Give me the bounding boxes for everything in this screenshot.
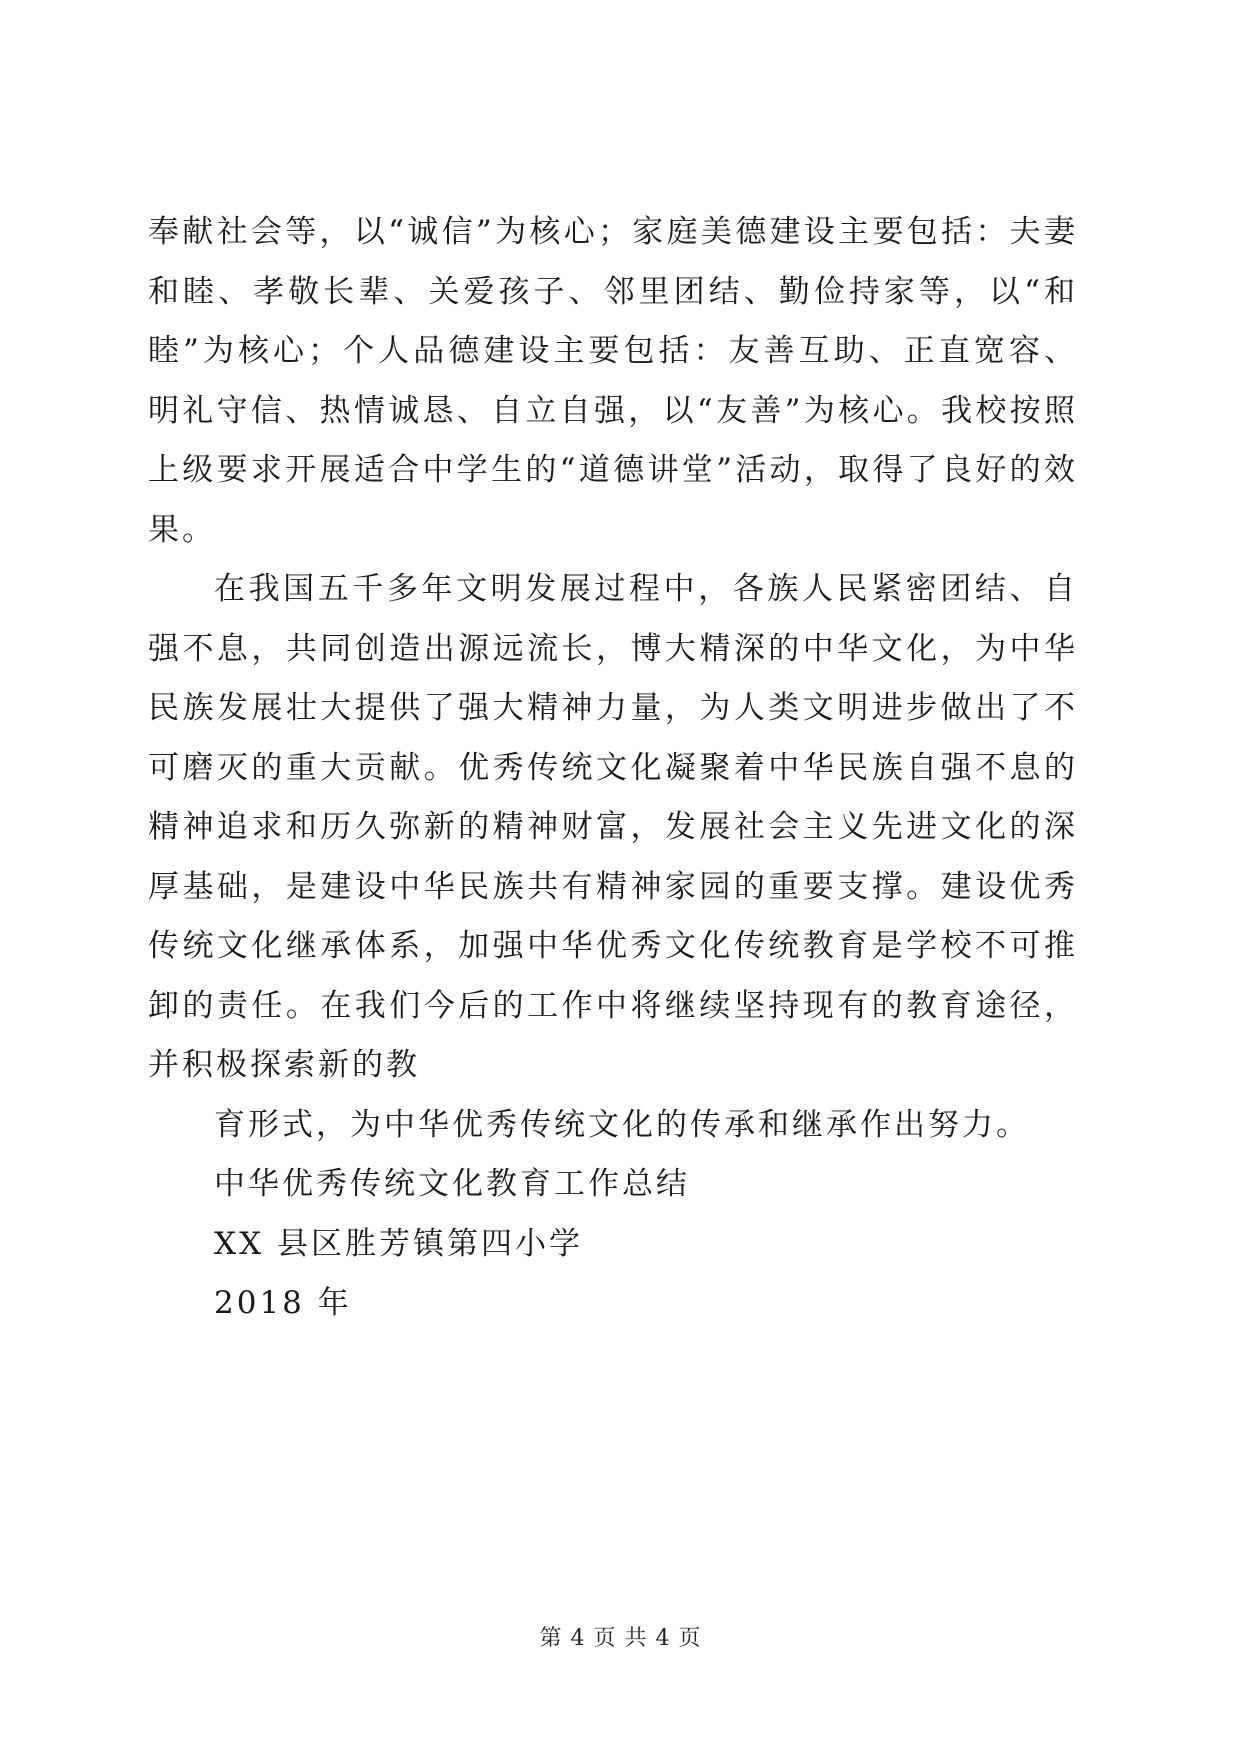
school-name: XX 县区胜芳镇第四小学 (214, 1225, 583, 1262)
body-paragraph: 奉献社会等，以“诚信”为核心；家庭美德建设主要包括：夫妻和睦、孝敬长辈、关爱孩子、邻里团结、勤俭持家等，以“和睦”为核心；个人品德建设主要包括：友善互助、正直宽容、明礼守信、热情诚恳、自立自强，以“友善”为核心。我校按照上级要求开展适合中学生的“道德讲堂”活动，取得了良好的效果。 (148, 214, 1078, 548)
page-footer: 第 4 页 共 4 页 (539, 1626, 702, 1651)
document-body (148, 203, 1078, 1334)
body-paragraph: 在我国五千多年文明发展过程中，各族人民紧密团结、自强不息，共同创造出源远流长，博大精深的中华文化，为中华民族发展壮大提供了强大精神力量，为人类文明进步做出了不可磨灭的重大贡献。优秀传统文化凝聚着中华民族自强不息的精神追求和历久弥新的精神财富，发展社会主义先进文化的深厚基础，是建设中华民族共有精神家园的重要支撑。建设优秀传统文化继承体系，加强中华优秀文化传统教育是学校不可推卸的责任。在我们今后的工作中将继续坚持现有的教育途径，并积极探索新的教 (148, 571, 1078, 1083)
body-paragraph-continuation: 育形式，为中华优秀传统文化的传承和继承作出努力。 (214, 1106, 1030, 1143)
document-title-line: 中华优秀传统文化教育工作总结 (214, 1166, 690, 1202)
document-year: 2018 年 (214, 1285, 352, 1321)
